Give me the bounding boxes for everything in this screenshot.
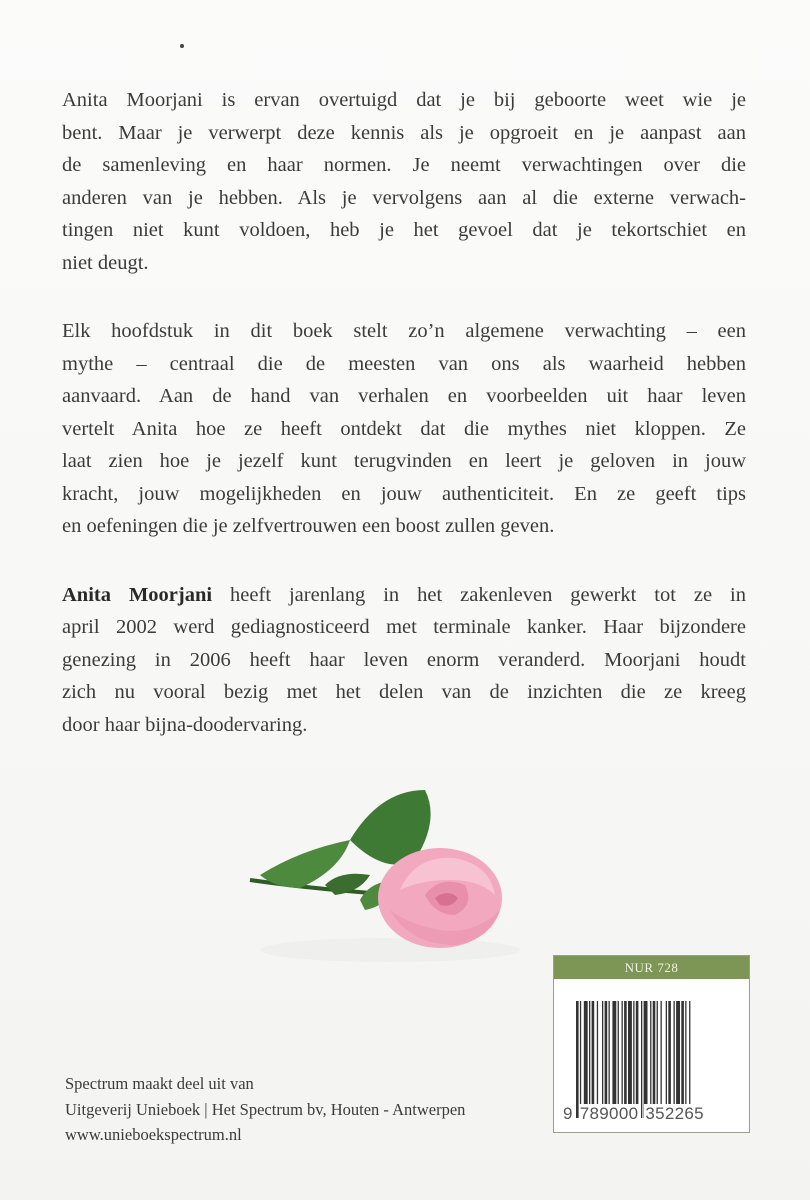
barcode-bar — [618, 1001, 619, 1118]
isbn-digits — [562, 1104, 705, 1124]
text-line: genezing in 2006 heeft haar leven enorm veranderd. Moorjani houdt — [62, 648, 746, 671]
pink-rose-image — [240, 780, 530, 970]
barcode-bar — [666, 1001, 667, 1118]
isbn-digit-prefix: 9 — [563, 1104, 573, 1123]
barcode-bar — [602, 1001, 603, 1118]
author-name: Anita Moorjani — [62, 583, 213, 606]
back-cover-blurb — [62, 84, 746, 777]
barcode-bar — [685, 1001, 686, 1118]
barcode-bar — [628, 1001, 632, 1118]
text-line: kracht, jouw mogelijkheden en jouw authenticiteit. En ze geeft tips — [62, 482, 746, 505]
barcode-bar — [589, 1001, 590, 1118]
barcode-bar — [580, 1001, 581, 1118]
text-line: anderen van je hebben. Als je vervolgens aan al die externe verwach- — [62, 186, 746, 209]
text-line: aanvaard. Aan de hand van verhalen en voorbeelden uit haar leven — [62, 385, 746, 407]
barcode-bar — [681, 1001, 684, 1118]
blurb-paragraph-1 — [62, 84, 746, 279]
text-line: tingen niet kunt voldoen, heb je het gevoel dat je tekortschiet en — [62, 219, 746, 241]
text-line: bent. Maar je verwerpt deze kennis als je opgroeit en je aanpast aan — [62, 121, 746, 144]
barcode-bar — [676, 1001, 680, 1118]
isbn-digit-group-2: 352265 — [645, 1104, 704, 1123]
barcode-bar — [592, 1001, 595, 1118]
barcode-bar — [657, 1001, 658, 1118]
isbn-digit-group-1: 789000 — [579, 1104, 639, 1123]
text-line: mythe – centraal die de meesten van ons als waarheid hebben — [62, 352, 746, 375]
publisher-website: www.unieboekspectrum.nl — [65, 1125, 242, 1144]
barcode-bar — [689, 1001, 690, 1118]
blurb-paragraph-2 — [62, 315, 746, 543]
barcode-bar — [644, 1001, 648, 1118]
text-line: niet deugt. — [62, 251, 149, 274]
barcode-bar — [650, 1001, 651, 1118]
barcode-bar — [609, 1001, 610, 1118]
text-line: laat zien hoe je jezelf kunt terugvinden en leert je geloven in jouw — [62, 450, 746, 472]
barcode-bar — [576, 1001, 579, 1118]
publisher-line-2: Uitgeverij Unieboek | Het Spectrum bv, Houten - Antwerpen — [65, 1099, 466, 1119]
text-line: zich nu vooral bezig met het delen van de inzichten die ze kreeg — [62, 681, 746, 703]
text-line: april 2002 werd gediagnosticeerd met terminale kanker. Haar bijzondere — [62, 616, 746, 638]
publisher-info — [65, 1071, 465, 1148]
text-line: vertelt Anita hoe ze heeft ontdekt dat die mythes niet kloppen. Ze — [62, 417, 746, 440]
barcode-bar — [584, 1001, 588, 1118]
isbn-barcode — [553, 955, 750, 1133]
barcode-bar — [661, 1001, 662, 1118]
barcode-bar — [612, 1001, 616, 1118]
barcode-bars — [576, 1001, 731, 1118]
barcode-bar — [636, 1001, 639, 1118]
text-line — [62, 579, 746, 612]
barcode-bar — [668, 1001, 671, 1118]
author-bio — [62, 579, 746, 742]
barcode-bar — [605, 1001, 608, 1118]
text-line: Elk hoofdstuk in dit boek stelt zo’n algemene verwachting – een — [62, 320, 746, 342]
barcode-bar — [641, 1001, 642, 1118]
barcode-bar — [633, 1001, 634, 1118]
barcode-bar — [674, 1001, 675, 1118]
text-line: de samenleving en haar normen. Je neemt verwachtingen over die — [62, 154, 746, 176]
barcode-bar — [653, 1001, 656, 1118]
text-line: en oefeningen die je zelfvertrouwen een boost zullen geven. — [62, 515, 555, 537]
ink-speck — [180, 44, 184, 48]
text-line: door haar bijna-doodervaring. — [62, 713, 308, 736]
publisher-line-1: Spectrum maakt deel uit van — [65, 1074, 254, 1093]
bio-first-line: heeft jarenlang in het zakenleven gewerkt tot ze in — [212, 583, 746, 606]
barcode-bar — [624, 1001, 627, 1118]
nur-code: NUR 728 — [554, 956, 749, 979]
barcode-bar — [622, 1001, 623, 1118]
barcode-bar — [597, 1001, 598, 1118]
text-line: Anita Moorjani is ervan overtuigd dat je bij geboorte weet wie je — [62, 89, 746, 111]
